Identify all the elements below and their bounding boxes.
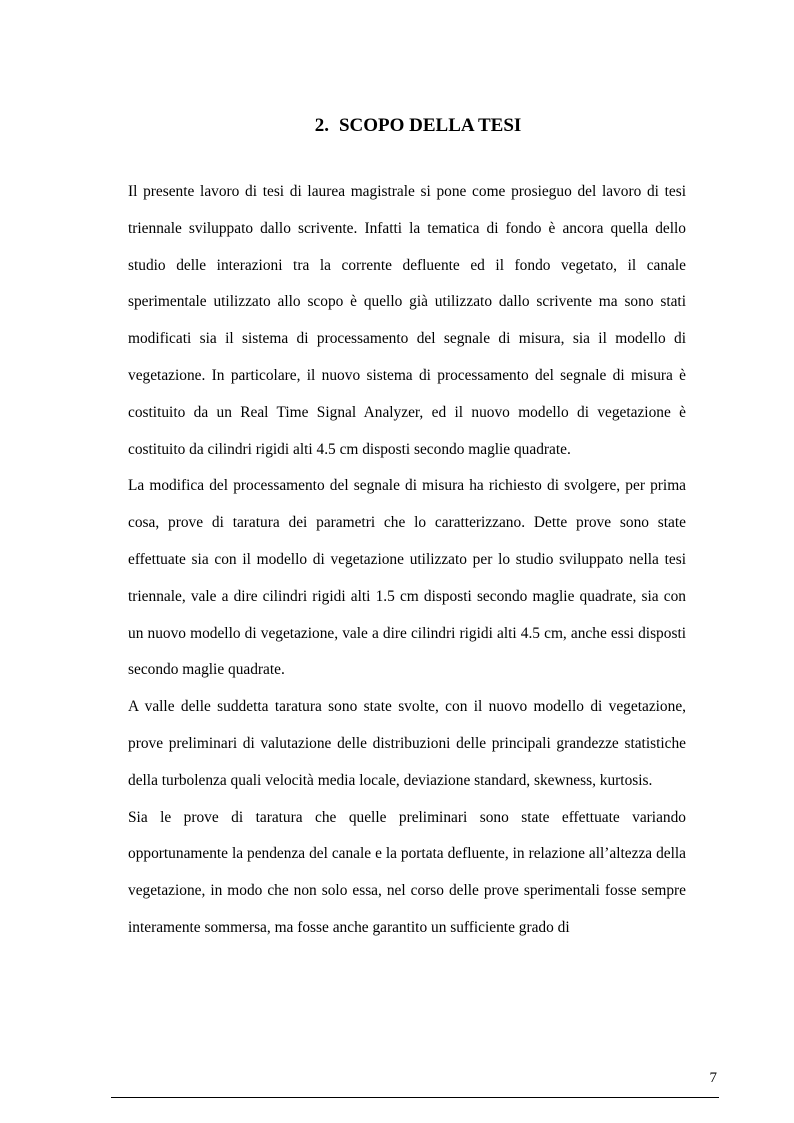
- paragraph: La modifica del processamento del segnale di misura ha richiesto di svolgere, per prima cosa, prove di taratura dei parametri che lo caratterizzano. Dette prove sono state effettuate sia con il modello di vegetazione utilizzato per lo studio sviluppato nella tesi triennale, vale a dire cilindri rigidi alti 1.5 cm disposti secondo maglie quadrate, sia con un nuovo modello di vegetazione, vale a dire cilindri rigidi alti 4.5 cm, anche essi disposti secondo maglie quadrate.: [128, 477, 686, 679]
- chapter-title: SCOPO DELLA TESI: [338, 115, 522, 136]
- body-text: [128, 174, 686, 947]
- paragraph: Sia le prove di taratura che quelle preliminari sono state effettuate variando opportunamente la pendenza del canale e la portata defluente, in relazione all’altezza della vegetazione, in modo che non solo essa, nel corso delle prove sperimentali fosse sempre interamente sommersa, ma fosse anche garantito un sufficiente grado di: [128, 808, 686, 936]
- chapter-heading: [128, 113, 686, 139]
- paragraph: Il presente lavoro di tesi di laurea magistrale si pone come prosieguo del lavoro di tesi triennale sviluppato dallo scrivente. Infatti la tematica di fondo è ancora quella dello studio delle interazioni tra la corrente defluente ed il fondo vegetato, il canale sperimentale utilizzato allo scopo è quello già utilizzato dallo scrivente ma sono stati modificati sia il sistema di processamento del segnale di misura, sia il modello di vegetazione. In particolare, il nuovo sistema di processamento del segnale di misura è costituito da un Real Time Signal Analyzer, ed il nuovo modello di vegetazione è costituito da cilindri rigidi alti 4.5 cm disposti secondo maglie quadrate.: [128, 183, 686, 458]
- paragraph: A valle delle suddetta taratura sono state svolte, con il nuovo modello di vegetazione, prove preliminari di valutazione delle distribuzioni delle principali grandezze statistiche della turbolenza quali velocità media locale, deviazione standard, skewness, kurtosis.: [128, 698, 686, 789]
- page-number: 7: [709, 1070, 717, 1086]
- chapter-number: 2.: [314, 115, 329, 136]
- footer-rule: [111, 1097, 719, 1098]
